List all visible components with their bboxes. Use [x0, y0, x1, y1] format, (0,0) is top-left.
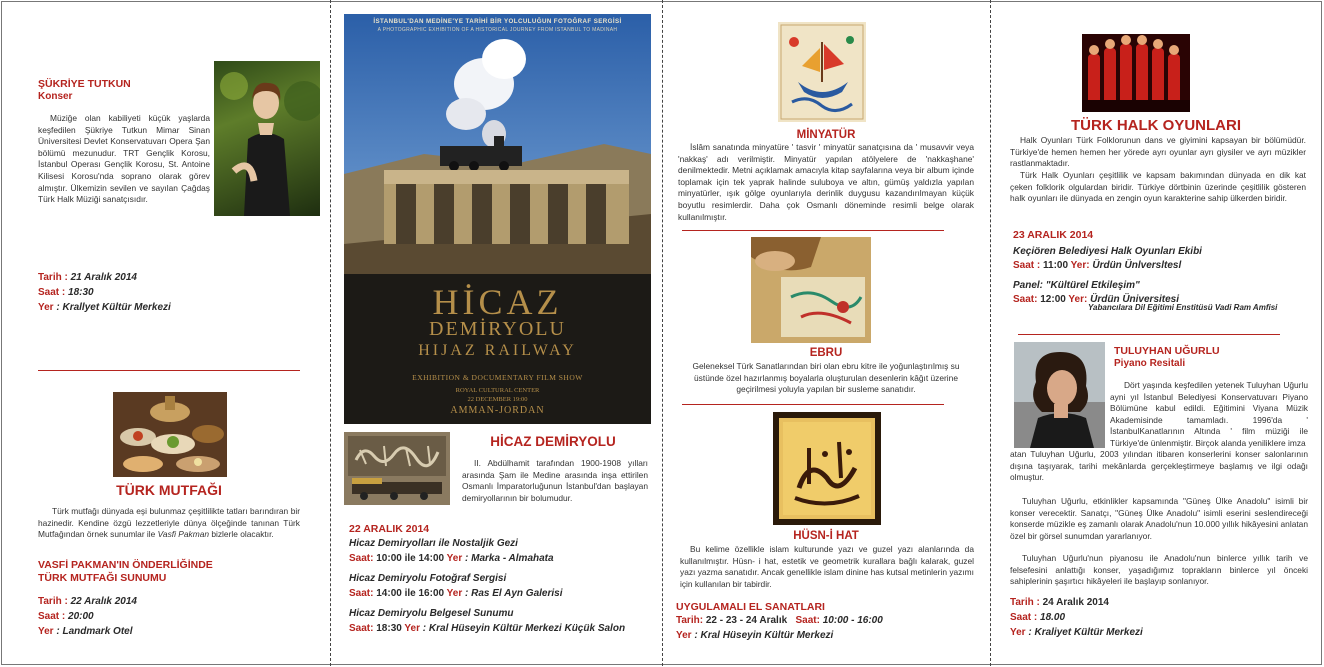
- chef-time-label: Saat :: [38, 611, 66, 622]
- dance-ev1-place-label: Yer:: [1070, 260, 1090, 271]
- divider: [1018, 334, 1280, 335]
- arts-place-label: Yer: [676, 630, 692, 641]
- miniature-illustration: [778, 22, 866, 122]
- food-text-main: Türk mutfağı dünyada eşi bulunmaz çeşitlilikte tatları barındıran bir hazinedir. Kendine özgü lezzetleriyle dünya ölçeğinde tanınan Türk Mutfağından örnek sunumlar ile: [38, 506, 300, 540]
- poster-date: 22 DECEMBER 19:00: [467, 396, 528, 403]
- railway-day: 22 ARALIK 2014: [349, 523, 430, 535]
- time-label: Saat :: [38, 287, 66, 298]
- poster-city: AMMAN-JORDAN: [450, 405, 545, 416]
- date-value: 21 Aralık 2014: [70, 272, 137, 283]
- railway-poster: [344, 14, 651, 424]
- poster-top-tr: İSTANBUL'DAN MEDİNE'YE TARİHİ BİR YOLCULUĞUN FOTOĞRAF SERGİSİ: [373, 18, 622, 25]
- arts-place-value: : Kral Hüseyin Kültür Merkezi: [694, 630, 834, 641]
- food-text-end: bizlerle olacaktır.: [209, 529, 274, 540]
- arts-date-value: 22 - 23 - 24 Aralık: [705, 615, 788, 626]
- concert-info: [38, 270, 171, 315]
- folk-dance-events: [1013, 245, 1202, 307]
- ebru-text: Geleneksel Türk Sanatlarından biri olan ebru kitre ile yoğunlaştırılmış su üstünde özel hazırlanmış boyalarla oluşturulan desenlerin kâğıt üzerine geçirilmesi yoluyla yapılan bir susleme sanatıdır.: [692, 361, 960, 395]
- poster-sub: EXHIBITION & DOCUMENTARY FILM SHOW: [412, 373, 583, 382]
- folk-dance-text-1: Halk Oyunları Türk Folklorunun dans ve giyimini kapsayan bir bölümüdür. Türkiye'de hemen hemen her yörede ayrı oyunlar ayrı giysiler ve ayrı müzikler rastlanmaktadır.: [1010, 135, 1306, 169]
- poster-title-2: DEMİRYOLU: [429, 318, 566, 340]
- divider: [682, 230, 944, 231]
- ev1-place-label: Yer: [446, 552, 463, 564]
- fold-line-1: [330, 0, 331, 666]
- poster-top-en: A PHOTOGRAPHIC EXHIBITION OF A HISTORICAL JOURNEY FROM ISTANBUL TO MADINAH: [377, 27, 618, 33]
- pianist-text-1-top: [1110, 380, 1308, 449]
- pianist-name: TULUYHAN UĞURLU: [1114, 345, 1220, 357]
- pianist-time-value: 18.00: [1040, 612, 1066, 623]
- ev2-time-label: Saat:: [349, 587, 374, 599]
- poster-venue: ROYAL CULTURAL CENTER: [455, 387, 540, 394]
- ev3-place: : Kral Hüseyin Kültür Merkezi Küçük Salon: [422, 622, 626, 634]
- chef-info: [38, 594, 137, 639]
- pianist-text-3: Tuluyhan Uğurlu'nun piyanosu ile Anadolu'nun binlerce yıllık tarih ve felsefesini anlattığı konser, yaşadığımız toprakların binlerce yıl önceki sahiplerinin şaşırtıcı hikâyeleri ile başlayıp sonlanıyor.: [1010, 553, 1308, 587]
- chef-title: [38, 559, 213, 585]
- ev2-place-label: Yer: [446, 587, 463, 599]
- arts-time-label: Saat:: [795, 615, 820, 626]
- dance-ev1-time-label: Saat :: [1013, 260, 1041, 271]
- ev1-time: 10:00 ile 14:00: [376, 552, 445, 564]
- arts-title: UYGULAMALI EL SANATLARI: [676, 601, 825, 613]
- pianist-illustration: [1014, 342, 1105, 448]
- calligraphy-photo: [773, 412, 881, 525]
- dance-ev2-place-label: Yer:: [1068, 294, 1088, 305]
- calligraphy-text: Bu kelime özellikle islam kulturunde yazı ve guzel yazı alanlarında da kullanılmıştır. Hüsn- i hat, estetik ve geometrik kurallara bağlı kalarak, guzel yazı yazma sanatıdır. Ancak genellikle islam dinine has kutsal metinlerin yazımı için kullanılan bir tabirdir.: [680, 544, 974, 589]
- pianist-text-1-bottom: atan Tuluyhan Uğurlu, 2003 yılından itibaren konserlerini konser salonlarının dışına taşıyarak, tarihi mekânlarda gerçekleştirmeye başlamış ve ilgi odağı olmuştur.: [1010, 449, 1308, 483]
- ev1-title: Hicaz Demiryolları ile Nostaljik Gezi: [349, 538, 518, 549]
- pianist-role: Piyano Resitali: [1114, 358, 1186, 369]
- pianist-place-label: Yer: [1010, 627, 1026, 638]
- ebru-illustration: [751, 237, 871, 343]
- food-photo: [113, 392, 227, 477]
- divider: [38, 370, 300, 371]
- dance-ev2-sub: Yabancılara Dil Eğitimi Enstitüsü Vadi Ram Amfisi: [1088, 303, 1278, 312]
- divider: [682, 404, 944, 405]
- pianist-photo: [1014, 342, 1105, 448]
- folk-dance-day: 23 ARALIK 2014: [1013, 229, 1094, 241]
- railway-events: [349, 537, 625, 636]
- chef-place-value: : Landmark Otel: [56, 626, 133, 637]
- arts-info: [676, 613, 883, 643]
- arts-time-value: 10:00 - 16:00: [822, 615, 883, 626]
- place-label: Yer: [38, 302, 54, 313]
- pianist-text-1: Dört yaşında keşfedilen yetenek Tuluyhan Uğurlu ayni yıl İstanbul Belediyesi Konservatuvarı Piyano Bölümüne kabul edildi. Eğitimini Viyana Müzik Akademisinde tamamladı. 1996'da ' İstanbulKanatlarının Altında ' film müziği ile Türkiye'de ünlenmiştir. Birçok alanda yeniliklere imza: [1110, 380, 1308, 448]
- chef-date-value: 22 Aralık 2014: [70, 596, 137, 607]
- dance-ev1-title: Keçiören Belediyesi Halk Oyunları Ekibi: [1013, 246, 1202, 257]
- ev2-place: : Ras El Ayn Galerisi: [465, 587, 563, 599]
- folk-dance-illustration: [1082, 34, 1190, 112]
- dance-ev2-time-label: Saat:: [1013, 294, 1038, 305]
- railway-title: HİCAZ DEMİRYOLU: [490, 434, 616, 449]
- dance-ev1-time: 11:00: [1043, 260, 1069, 271]
- artist-name: ŞÜKRİYE TUTKUN: [38, 78, 131, 90]
- pianist-date-value: 24 Aralık 2014: [1042, 597, 1109, 608]
- pianist-place-value: : Kraliyet Kültür Merkezi: [1028, 627, 1143, 638]
- chef-title-line-1: VASFİ PAKMAN'IN ÖNDERLİĞİNDE: [38, 559, 213, 571]
- poster-title-1: HİCAZ: [432, 282, 563, 322]
- poster-photo: [344, 14, 651, 274]
- ev2-time: 14:00 ile 16:00: [376, 587, 445, 599]
- miniature-photo: [778, 22, 866, 122]
- pianist-info: [1010, 595, 1143, 640]
- miniature-title: MİNYATÜR: [796, 129, 856, 141]
- pianist-date-label: Tarih :: [1010, 597, 1040, 608]
- artist-bio: Müziğe olan kabiliyeti küçük yaşlarda keşfedilen Şükriye Tutkun Mimar Sinan Üniversitesi Devlet Konservatuvarı Opera Şan bölümü mezunudur. TRT Gençlik Korosu, İstanbul Operası Gençlik Korosu, St. Antoine Kilisesi Korosu'nda soprano olarak görev almıştır. Ülkemizin sevilen ve sayılan Çağdaş Türk Halk Müziği sanatçısıdır.: [38, 113, 210, 205]
- ev3-title: Hicaz Demiryolu Belgesel Sunumu: [349, 608, 514, 619]
- fold-line-2: [662, 0, 663, 666]
- poster-title-3: HIJAZ RAILWAY: [418, 342, 577, 359]
- dance-ev2-title: Panel: "Kültürel Etkileşim": [1013, 280, 1140, 291]
- dance-ev2-place: Ürdün Üniversitesi: [1090, 294, 1180, 305]
- dance-ev1-place: Ürdün Ünlversltesl: [1092, 260, 1182, 271]
- folk-dance-text-2: Türk Halk Oyunları çeşitlilik ve kapsam bakımından dünyada en dik kat çeken folklorik olgulardan biridir. Türkiye dörtbinin üzerinde çeşitlilik gösteren halk oyunları ile dünyada en zengin oyun karakterine sahip ülkerden biridir.: [1010, 170, 1306, 204]
- ev2-title: Hicaz Demiryolu Fotoğraf Sergisi: [349, 573, 507, 584]
- pianist-text-2: Tuluyhan Uğurlu, etkinlikler kapsamında "Güneş Ülke Anadolu" isimli bir konser verecektir. Sanatçı, "Güneş Ülke Anadolu" isimli eserini seslendireceği konserde müzikle eş zamanlı olarak Anadolu'nun 10.000 yıllık hikâyesini anlatan özel bir görsel sunumdan yararlanıyor.: [1010, 496, 1308, 541]
- pianist-time-label: Saat :: [1010, 612, 1038, 623]
- calligraphy-illustration: [779, 418, 875, 519]
- food-illustration: [113, 392, 227, 477]
- chef-title-line-2: TÜRK MUTFAĞI SUNUMU: [38, 572, 167, 584]
- chef-date-label: Tarih :: [38, 596, 68, 607]
- food-text-chef: Vasfi Pakman: [157, 529, 210, 540]
- train-photo: [344, 432, 450, 505]
- chef-time-value: 20:00: [68, 611, 94, 622]
- fold-line-3: [990, 0, 991, 666]
- place-value: : Krallyet Kültür Merkezi: [56, 302, 171, 313]
- chef-place-label: Yer: [38, 626, 54, 637]
- folk-dance-title: TÜRK HALK OYUNLARI: [1071, 117, 1241, 134]
- artist-role: Konser: [38, 91, 73, 102]
- ebru-photo: [751, 237, 871, 343]
- ev3-time: 18:30: [376, 622, 402, 634]
- train-illustration: [344, 432, 450, 505]
- ev1-time-label: Saat:: [349, 552, 374, 564]
- ev1-place: : Marka - Almahata: [465, 552, 554, 564]
- dance-ev2-time: 12:00: [1040, 294, 1066, 305]
- folk-dance-photo: [1082, 34, 1190, 112]
- railway-text: II. Abdülhamit tarafından 1900-1908 yılları arasında Şam ile Medine arasında inşa ettirilen Osmanlı İmparatorluğunun İstanbul'dan başlayan demiryollarının bir bolumudur.: [462, 458, 648, 503]
- arts-date-label: Tarih:: [676, 615, 704, 626]
- miniature-text: İslâm sanatında minyatüre ' tasvir ' minyatür sanatçısına da ' musavvir veya 'nakkaş' adı verilmiştir. Minyatür yapılan atölyelere de 'nakkaşhane' denilmektedir. Metni açıklamak amacıyla kitap sayfalarına veya bir album içinde toplamak için tek yaprak halinde suluboya ve altın, gümüş yaldızla yapılan minyatürler, ışık gölge oyunlarıyla derinlik duygusu kazandırılmayan küçük boyutlu resimlerdir. Daha çok Osmanlı döneminde resimli belge olarak kullanılmıştır.: [678, 142, 974, 222]
- singer-illustration: [214, 61, 320, 216]
- calligraphy-title: HÜSN-İ HAT: [793, 530, 859, 542]
- date-label: Tarih :: [38, 272, 68, 283]
- time-value: 18:30: [68, 287, 94, 298]
- ev3-place-label: Yer: [404, 622, 420, 634]
- food-title: TÜRK MUTFAĞI: [116, 482, 222, 498]
- singer-photo: [214, 61, 320, 216]
- food-text: [38, 506, 300, 541]
- ev3-time-label: Saat:: [349, 622, 374, 634]
- ebru-title: EBRU: [809, 347, 843, 359]
